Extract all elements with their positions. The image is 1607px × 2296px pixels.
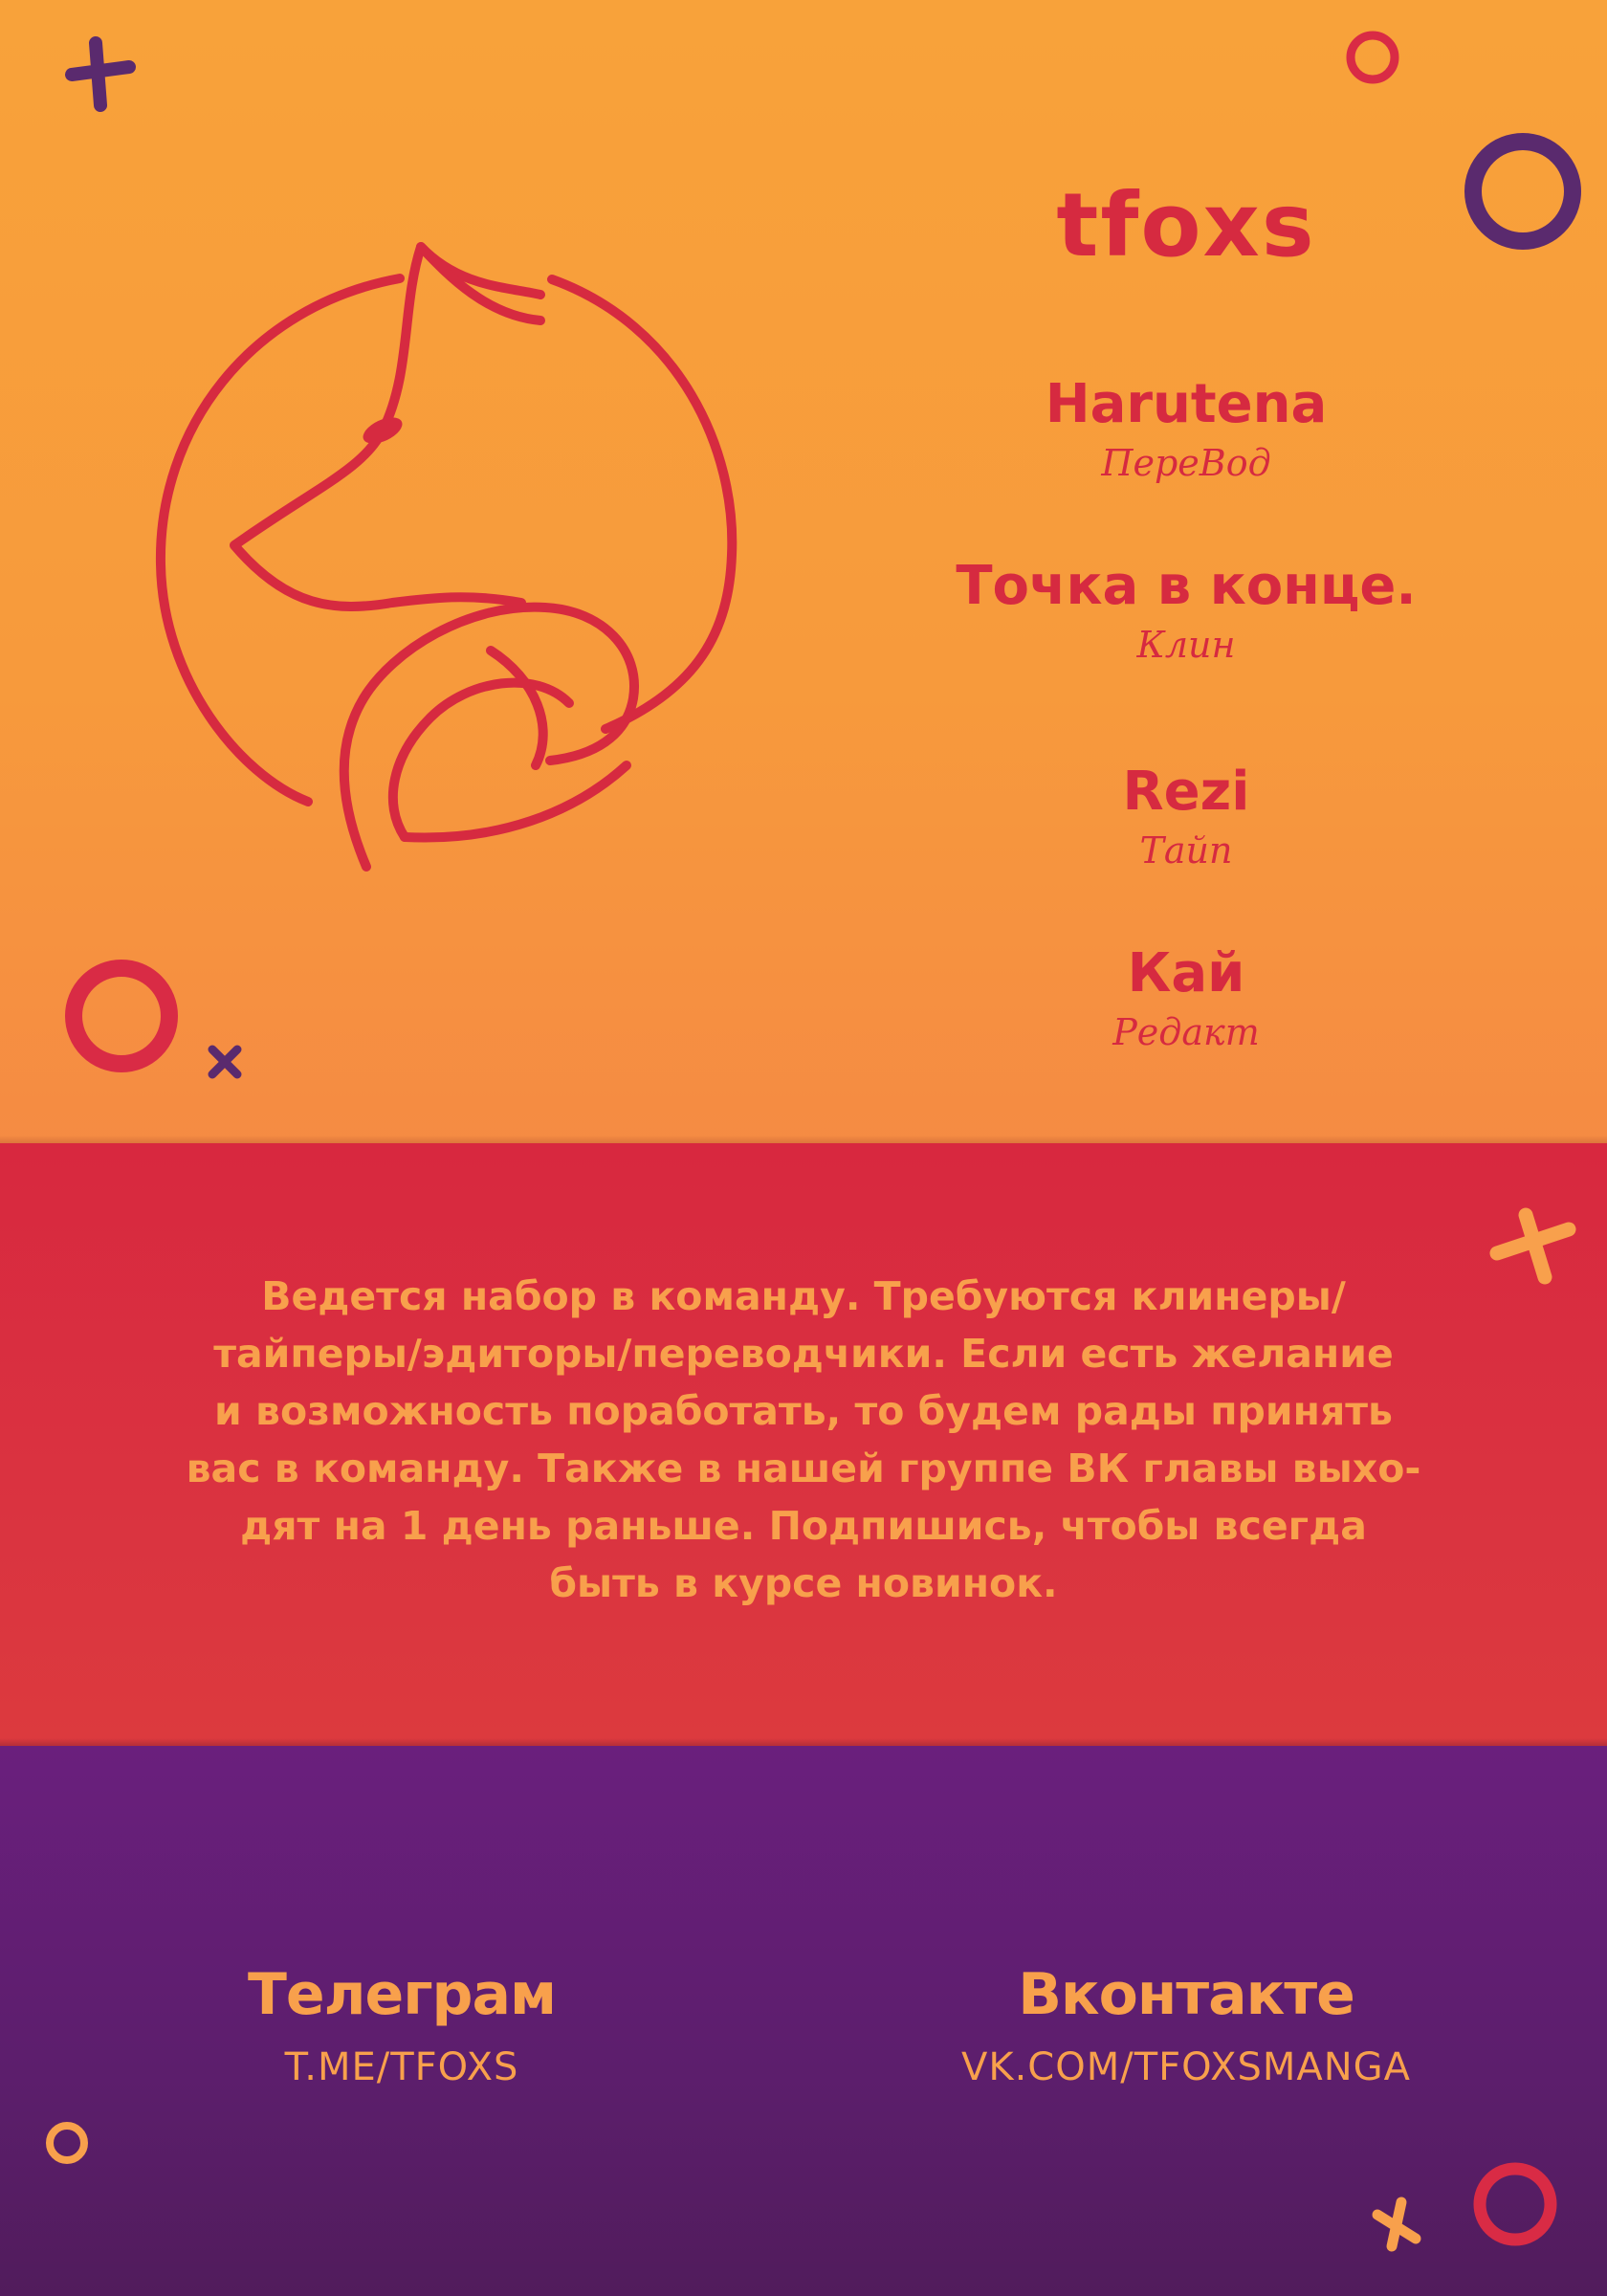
vk-label: Вконтакте (1018, 1961, 1354, 2028)
telegram-label: Телеграм (247, 1961, 557, 2028)
small-circle-icon (40, 2114, 98, 2172)
vk-link[interactable] (890, 1961, 1483, 2089)
member-name: Точка в конце. (956, 555, 1417, 617)
vk-url[interactable]: VK.COM/TFOXSMANGA (960, 2045, 1412, 2089)
telegram-url[interactable]: T.ME/TFOXS (284, 2045, 519, 2089)
announcement-line: дят на 1 день раньше. Подпишись, чтобы всегда (240, 1503, 1367, 1549)
team-credits (899, 174, 1473, 276)
circle-icon (1464, 2152, 1569, 2258)
circle-icon (53, 947, 196, 1091)
small-circle-icon (1339, 27, 1406, 94)
member-name: Rezi (1122, 761, 1250, 823)
cross-icon (201, 1038, 249, 1086)
credit-entry (899, 761, 1473, 872)
large-circle-icon (1454, 124, 1597, 268)
announcement-line: Ведется набор в команду. Требуются клинеры/ (261, 1273, 1346, 1319)
credit-entry (899, 555, 1473, 666)
announcement-line: быть в курсе новинок. (549, 1560, 1058, 1606)
credits-section (0, 0, 1607, 1143)
plus-icon (1478, 1196, 1593, 1301)
member-name: Кай (1127, 942, 1245, 1004)
member-role: Редакт (1112, 1011, 1260, 1053)
announcement-line: вас в команду. Также в нашей группе ВК главы выхо- (186, 1446, 1421, 1491)
plus-icon (48, 29, 153, 124)
telegram-link[interactable] (105, 1961, 698, 2089)
cross-icon (1363, 2191, 1430, 2258)
member-role: Клин (1136, 624, 1236, 666)
team-name: tfoxs (1056, 174, 1316, 276)
announcement-text (124, 1268, 1483, 1612)
credit-entry (899, 373, 1473, 484)
announcement-line: и возможность поработать, то будем рады принять (214, 1388, 1393, 1434)
fox-logo-icon (143, 230, 756, 899)
credit-entry (899, 942, 1473, 1053)
member-role: ПереВод (1101, 442, 1271, 484)
announcement-line: тайперы/эдиторы/переводчики. Если есть желание (213, 1331, 1394, 1377)
member-name: Harutena (1045, 373, 1328, 435)
member-role: Тайп (1139, 829, 1233, 872)
